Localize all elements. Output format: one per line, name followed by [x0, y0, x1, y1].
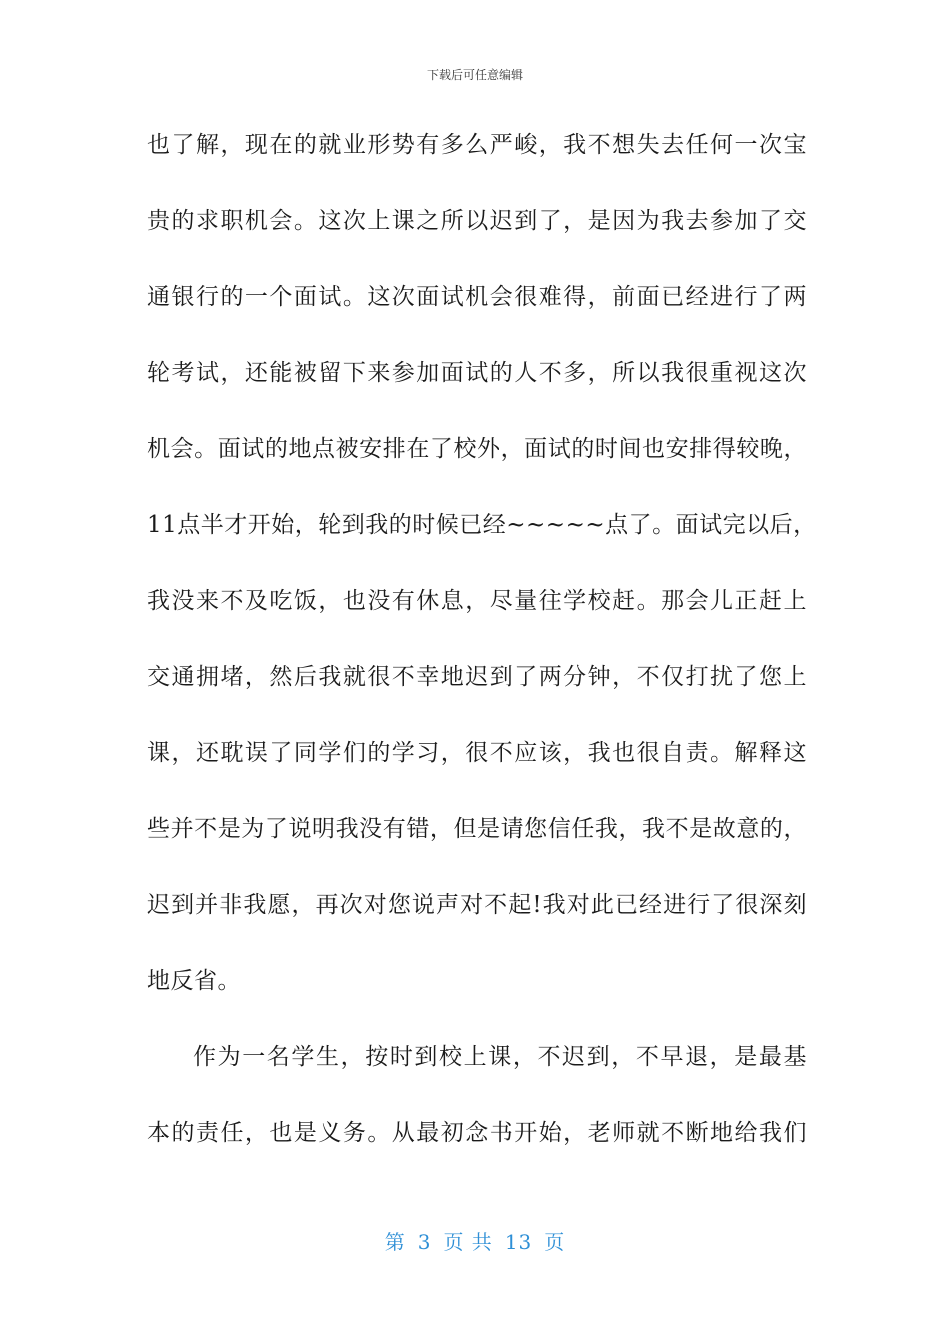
text-line-14: 本的责任，也是义务。从最初念书开始，老师就不断地给我们 — [147, 1120, 807, 1146]
text-line-11: 迟到并非我愿，再次对您说声对不起!我对此已经进行了很深刻 — [147, 892, 807, 918]
text-line-3: 通银行的一个面试。这次面试机会很难得，前面已经进行了两 — [147, 284, 807, 310]
footer-total-pages: 13 — [504, 1230, 533, 1254]
page-header: 下载后可任意编辑 — [426, 68, 523, 82]
text-line-9: 课，还耽误了同学们的学习，很不应该，我也很自责。解释这 — [147, 740, 807, 766]
text-line-4: 轮考试，还能被留下来参加面试的人不多，所以我很重视这次 — [147, 360, 807, 386]
text-line-2: 贵的求职机会。这次上课之所以迟到了，是因为我去参加了交 — [147, 208, 807, 234]
text-line-13: 作为一名学生，按时到校上课，不迟到，不早退，是最基 — [193, 1044, 807, 1070]
text-line-12: 地反省。 — [147, 968, 241, 994]
text-line-8: 交通拥堵，然后我就很不幸地迟到了两分钟，不仅打扰了您上 — [147, 664, 807, 690]
text-line-10: 些并不是为了说明我没有错，但是请您信任我，我不是故意的， — [147, 816, 807, 842]
footer-prefix: 第 — [384, 1230, 406, 1254]
text-line-1: 也了解，现在的就业形势有多么严峻，我不想失去任何一次宝 — [147, 132, 807, 158]
footer-suffix: 页 — [544, 1230, 566, 1254]
text-line-5: 机会。面试的地点被安排在了校外，面试的时间也安排得较晚， — [147, 436, 807, 462]
text-line-7: 我没来不及吃饭，也没有休息，尽量往学校赶。那会儿正赶上 — [147, 588, 807, 614]
body-text — [147, 120, 817, 1184]
footer-middle: 页 共 — [443, 1230, 493, 1254]
page-footer — [0, 1226, 950, 1255]
text-line-6: 11点半才开始，轮到我的时候已经~~~~~点了。面试完以后， — [147, 512, 817, 538]
footer-page-number: 3 — [417, 1230, 432, 1254]
